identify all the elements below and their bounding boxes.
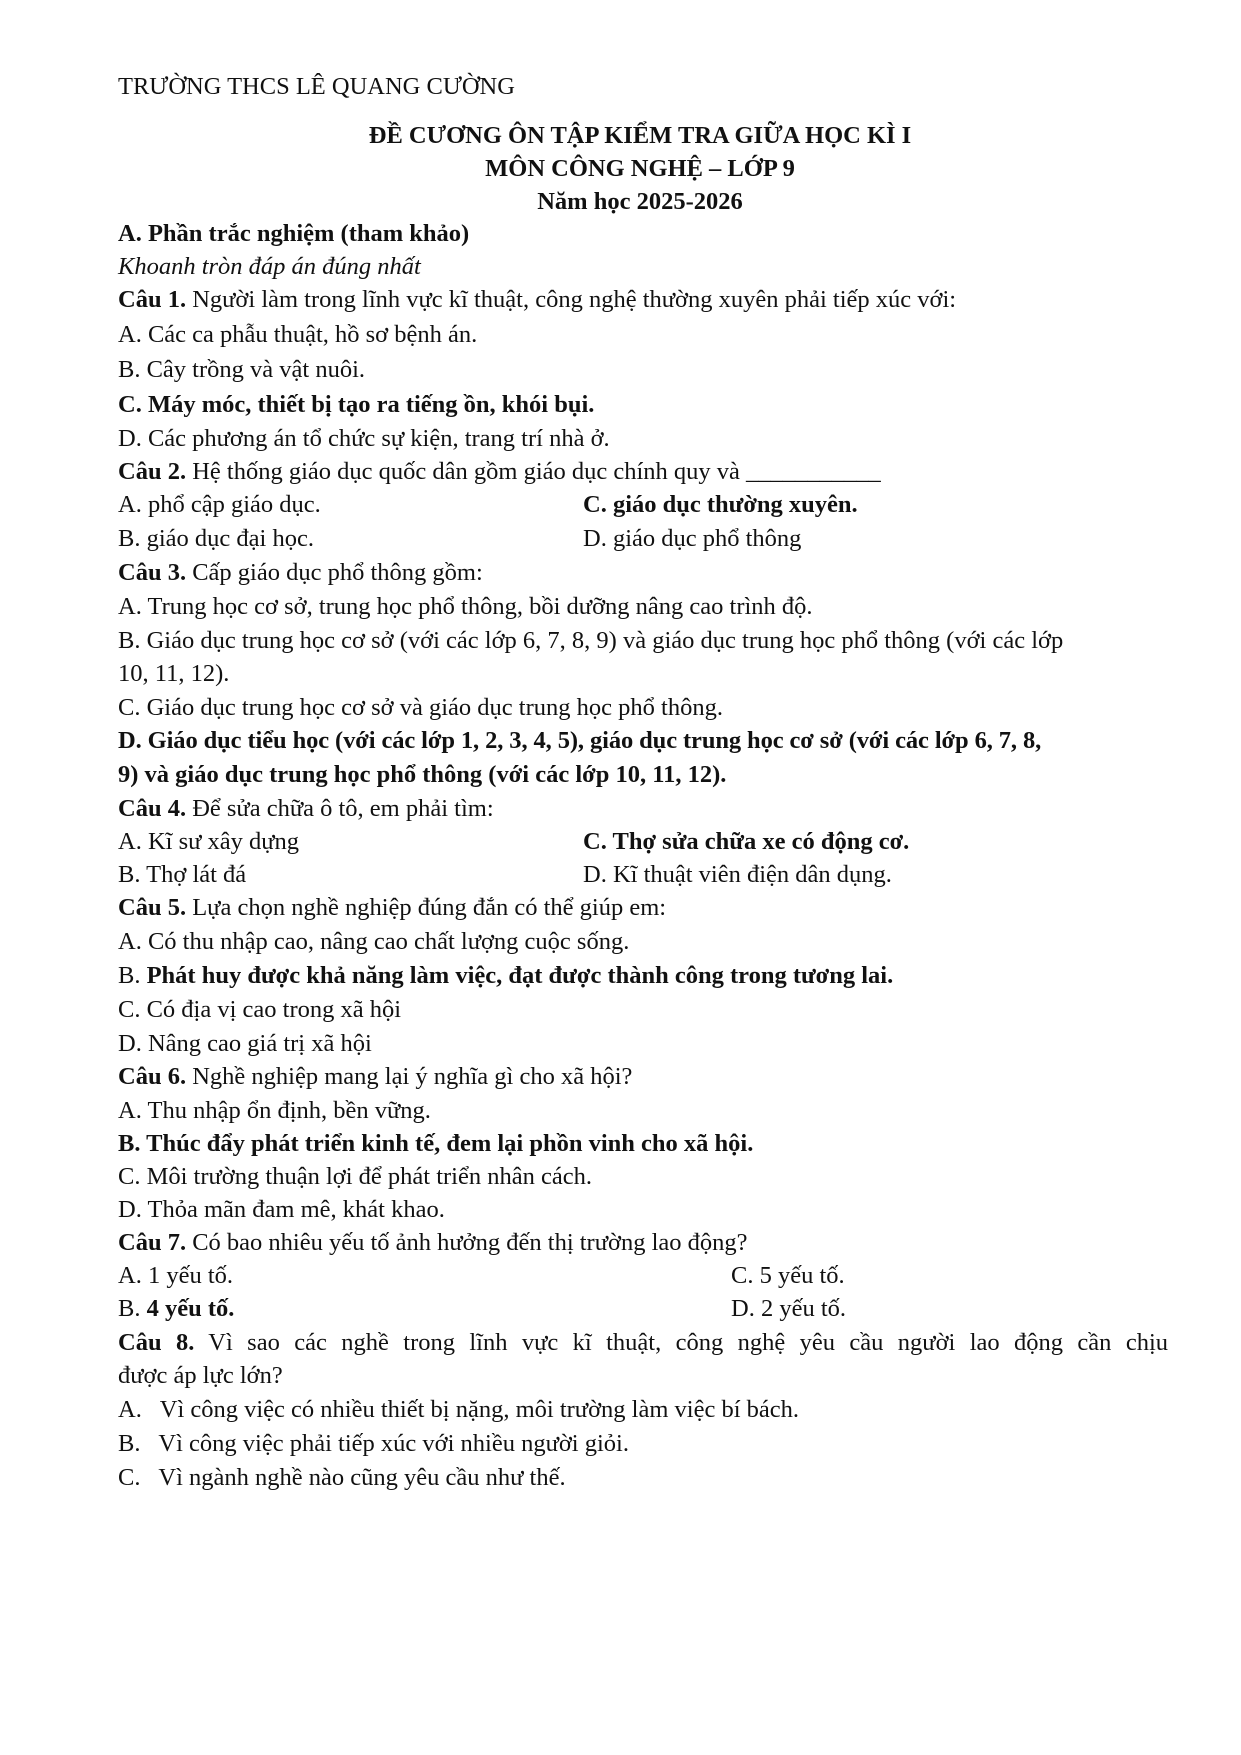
q2-option-d: D. giáo dục phổ thông bbox=[583, 525, 802, 552]
q6-option-c: C. Môi trường thuận lợi để phát triển nhân cách. bbox=[118, 1163, 592, 1190]
q5-option-b bbox=[118, 961, 893, 991]
question-2 bbox=[118, 457, 881, 487]
q3-option-b-line1: B. Giáo dục trung học cơ sở (với các lớp 6, 7, 8, 9) và giáo dục trung học phổ thông (với các lớp bbox=[118, 627, 1064, 654]
question-text: Vì sao các nghề trong lĩnh vực kĩ thuật, công nghệ yêu cầu người lao động cần chịu bbox=[194, 1329, 1168, 1356]
question-text: Nghề nghiệp mang lại ý nghĩa gì cho xã hội? bbox=[186, 1063, 633, 1090]
q6-option-a: A. Thu nhập ổn định, bền vững. bbox=[118, 1097, 431, 1124]
question-label: Câu 6. bbox=[118, 1063, 187, 1090]
q3-option-d-line2: 9) và giáo dục trung học phổ thông (với các lớp 10, 11, 12). bbox=[118, 761, 727, 788]
question-text: Hệ thống giáo dục quốc dân gồm giáo dục chính quy và ___________ bbox=[186, 458, 881, 485]
question-4 bbox=[118, 794, 494, 824]
question-label: Câu 5. bbox=[118, 894, 187, 921]
q8-option-b: B. Vì công việc phải tiếp xúc với nhiều người giỏi. bbox=[118, 1430, 629, 1457]
section-instruction: Khoanh tròn đáp án đúng nhất bbox=[118, 253, 421, 280]
q3-option-d-line1: D. Giáo dục tiểu học (với các lớp 1, 2, 3, 4, 5), giáo dục trung học cơ sở (với các lớp 6, 7, 8, bbox=[118, 727, 1042, 754]
q6-option-b: B. Thúc đẩy phát triển kinh tế, đem lại phồn vinh cho xã hội. bbox=[118, 1130, 754, 1157]
question-text: Người làm trong lĩnh vực kĩ thuật, công nghệ thường xuyên phải tiếp xúc với: bbox=[186, 286, 957, 313]
q5-option-d: D. Nâng cao giá trị xã hội bbox=[118, 1030, 372, 1057]
question-label: Câu 2. bbox=[118, 458, 187, 485]
q1-option-c: C. Máy móc, thiết bị tạo ra tiếng ồn, khói bụi. bbox=[118, 391, 595, 418]
q4-option-c: C. Thợ sửa chữa xe có động cơ. bbox=[583, 828, 910, 855]
question-label: Câu 8. bbox=[118, 1329, 195, 1356]
question-6 bbox=[118, 1062, 632, 1092]
q7-option-b bbox=[118, 1294, 234, 1324]
q3-option-b-line2: 10, 11, 12). bbox=[118, 660, 230, 687]
question-label: Câu 4. bbox=[118, 795, 187, 822]
q6-option-d: D. Thỏa mãn đam mê, khát khao. bbox=[118, 1196, 445, 1223]
q7-option-c: C. 5 yếu tố. bbox=[731, 1262, 845, 1289]
option-letter: B. bbox=[118, 962, 147, 989]
question-label: Câu 1. bbox=[118, 286, 187, 313]
question-text: Lựa chọn nghề nghiệp đúng đắn có thể giúp em: bbox=[186, 894, 667, 921]
question-5 bbox=[118, 893, 666, 923]
school-name: TRƯỜNG THCS LÊ QUANG CƯỜNG bbox=[118, 73, 515, 100]
option-text: 4 yếu tố. bbox=[146, 1295, 235, 1322]
school-year: Năm học 2025-2026 bbox=[537, 188, 743, 215]
question-8-line1 bbox=[118, 1328, 1168, 1358]
question-label: Câu 3. bbox=[118, 559, 187, 586]
document-title: ĐỀ CƯƠNG ÔN TẬP KIỂM TRA GIỮA HỌC KÌ I bbox=[368, 122, 912, 149]
q4-option-b: B. Thợ lát đá bbox=[118, 861, 247, 888]
subject-title: MÔN CÔNG NGHỆ – LỚP 9 bbox=[485, 155, 795, 182]
question-label: Câu 7. bbox=[118, 1229, 187, 1256]
q5-option-a: A. Có thu nhập cao, nâng cao chất lượng cuộc sống. bbox=[118, 928, 630, 955]
question-1 bbox=[118, 285, 956, 315]
q3-option-c: C. Giáo dục trung học cơ sở và giáo dục trung học phổ thông. bbox=[118, 694, 723, 721]
q8-option-c: C. Vì ngành nghề nào cũng yêu cầu như thế. bbox=[118, 1464, 566, 1491]
question-7 bbox=[118, 1228, 748, 1258]
q3-option-a: A. Trung học cơ sở, trung học phổ thông, bồi dưỡng nâng cao trình độ. bbox=[118, 593, 813, 620]
q5-option-c: C. Có địa vị cao trong xã hội bbox=[118, 996, 402, 1023]
q7-option-a: A. 1 yếu tố. bbox=[118, 1262, 233, 1289]
q2-option-c: C. giáo dục thường xuyên. bbox=[583, 491, 858, 518]
option-letter: B. bbox=[118, 1295, 147, 1322]
section-title: A. Phần trắc nghiệm (tham khảo) bbox=[118, 220, 470, 247]
question-text: Cấp giáo dục phổ thông gồm: bbox=[186, 559, 483, 586]
q2-option-a: A. phổ cập giáo dục. bbox=[118, 491, 321, 518]
q4-option-d: D. Kĩ thuật viên điện dân dụng. bbox=[583, 861, 892, 888]
q1-option-d: D. Các phương án tổ chức sự kiện, trang trí nhà ở. bbox=[118, 425, 610, 452]
question-text: Để sửa chữa ô tô, em phải tìm: bbox=[186, 795, 494, 822]
q8-option-a: A. Vì công việc có nhiều thiết bị nặng, môi trường làm việc bí bách. bbox=[118, 1396, 799, 1423]
option-text: Phát huy được khả năng làm việc, đạt được thành công trong tương lai. bbox=[146, 962, 894, 989]
q1-option-b: B. Cây trồng và vật nuôi. bbox=[118, 356, 366, 383]
question-8-line2: được áp lực lớn? bbox=[118, 1362, 283, 1389]
q2-option-b: B. giáo dục đại học. bbox=[118, 525, 314, 552]
q1-option-a: A. Các ca phẫu thuật, hồ sơ bệnh án. bbox=[118, 321, 478, 348]
q7-option-d: D. 2 yếu tố. bbox=[731, 1295, 846, 1322]
question-text: Có bao nhiêu yếu tố ảnh hưởng đến thị trường lao động? bbox=[186, 1229, 748, 1256]
q4-option-a: A. Kĩ sư xây dựng bbox=[118, 828, 300, 855]
question-3 bbox=[118, 558, 483, 588]
